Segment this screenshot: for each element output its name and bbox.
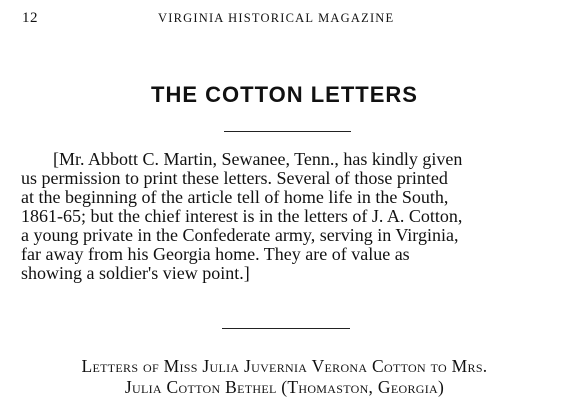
intro-paragraph	[21, 150, 551, 283]
intro-line: [Mr. Abbott C. Martin, Sewanee, Tenn., has kindly given	[53, 149, 463, 169]
running-head: VIRGINIA HISTORICAL MAGAZINE	[158, 11, 395, 25]
intro-line: us permission to print these letters. Several of those printed	[21, 168, 448, 188]
divider-rule-bottom	[222, 328, 350, 329]
letters-heading-line: Julia Cotton Bethel (Thomaston, Georgia)	[124, 377, 445, 397]
letters-section-heading	[0, 356, 569, 398]
intro-line: showing a soldier's view point.]	[21, 263, 250, 283]
intro-line: a young private in the Confederate army, serving in Virginia,	[21, 225, 459, 245]
page-number: 12	[22, 10, 38, 26]
divider-rule-top	[224, 131, 351, 132]
intro-line: at the beginning of the article tell of home life in the South,	[21, 187, 449, 207]
article-title: THE COTTON LETTERS	[151, 82, 418, 107]
intro-line: far away from his Georgia home. They are of value as	[21, 244, 410, 264]
intro-line: 1861-65; but the chief interest is in the letters of J. A. Cotton,	[21, 206, 463, 226]
letters-heading-line: Letters of Miss Julia Juvernia Verona Cotton to Mrs.	[81, 356, 488, 376]
